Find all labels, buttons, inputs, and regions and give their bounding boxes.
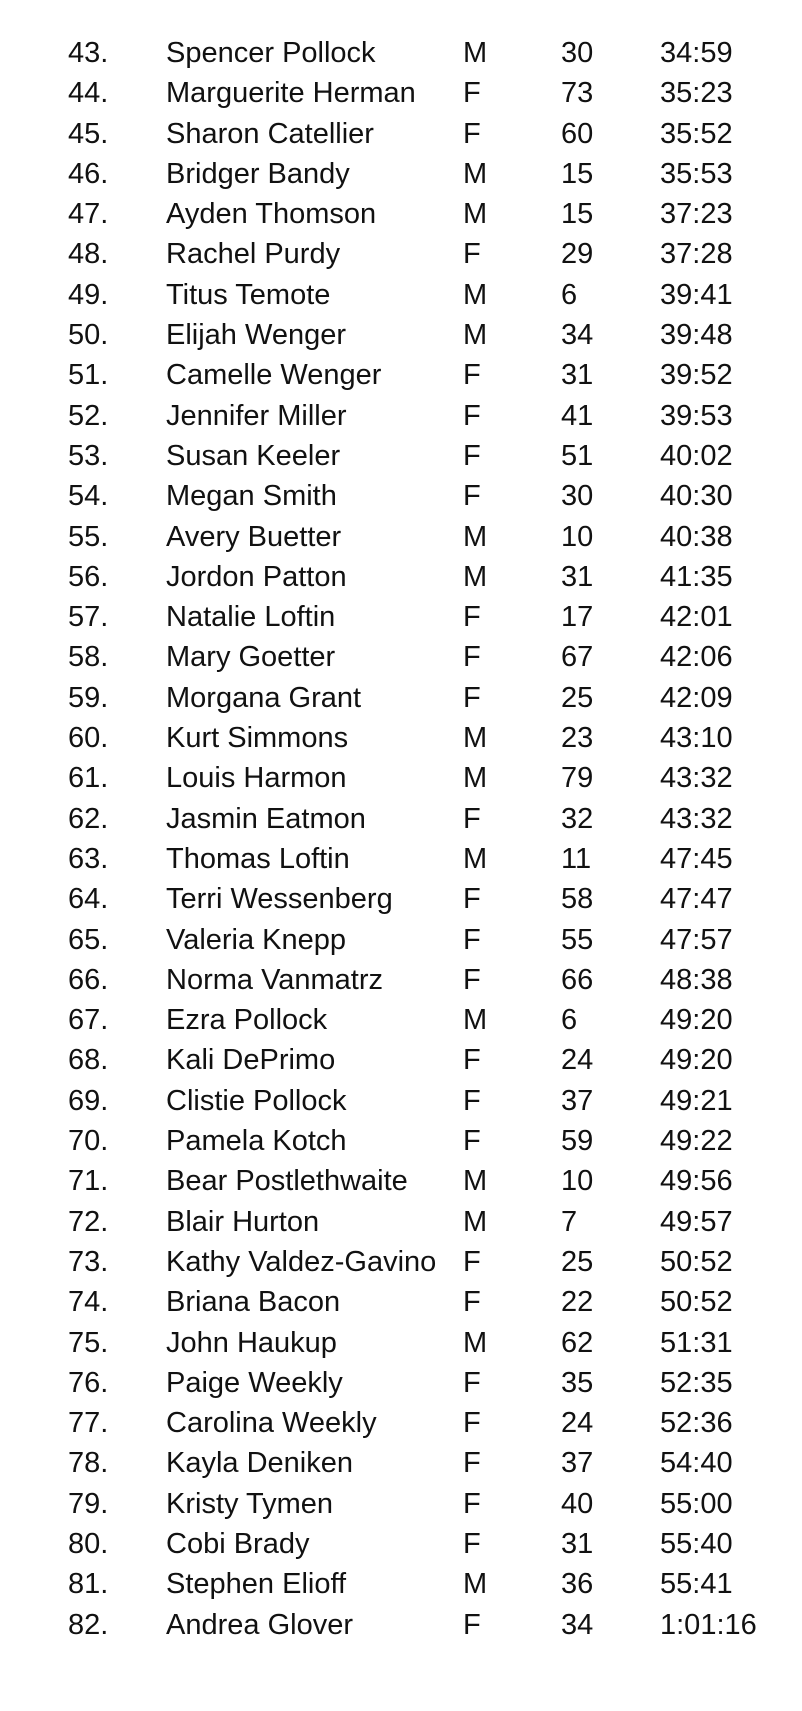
finish-time: 39:53 (660, 399, 733, 432)
finish-time: 47:47 (660, 883, 733, 916)
runner-age: 30 (561, 480, 594, 513)
place-number: 67. (68, 1004, 109, 1037)
place-number: 76. (68, 1366, 109, 1399)
runner-name: Stephen Elioff (166, 1568, 347, 1601)
runner-name: Mary Goetter (166, 641, 336, 674)
place-number: 53. (68, 439, 109, 472)
runner-age: 66 (561, 963, 594, 996)
runner-age: 35 (561, 1366, 594, 1399)
runner-age: 60 (561, 117, 594, 150)
runner-name: Kali DePrimo (166, 1044, 336, 1077)
place-number: 54. (68, 480, 109, 513)
runner-sex: M (463, 560, 488, 593)
runner-name: Blair Hurton (166, 1205, 320, 1238)
runner-sex: F (463, 1286, 481, 1319)
runner-name: Natalie Loftin (166, 601, 336, 634)
place-number: 45. (68, 117, 109, 150)
finish-time: 42:01 (660, 601, 733, 634)
runner-name: Avery Buetter (166, 520, 342, 553)
result-row (0, 1443, 802, 1483)
place-number: 81. (68, 1568, 109, 1601)
place-number: 65. (68, 923, 109, 956)
place-number: 66. (68, 963, 109, 996)
runner-age: 6 (561, 278, 578, 311)
result-row (0, 1484, 802, 1524)
runner-name: Andrea Glover (166, 1608, 353, 1641)
runner-age: 41 (561, 399, 594, 432)
runner-sex: F (463, 1125, 481, 1158)
runner-age: 73 (561, 77, 594, 110)
runner-sex: M (463, 157, 488, 190)
runner-name: Louis Harmon (166, 762, 347, 795)
result-row (0, 476, 802, 516)
place-number: 74. (68, 1286, 109, 1319)
result-row (0, 33, 802, 73)
runner-sex: F (463, 1407, 481, 1440)
finish-time: 52:36 (660, 1407, 733, 1440)
runner-name: Briana Bacon (166, 1286, 341, 1319)
runner-sex: F (463, 802, 481, 835)
runner-name: Valeria Knepp (166, 923, 347, 956)
runner-sex: F (463, 1044, 481, 1077)
runner-age: 34 (561, 1608, 594, 1641)
runner-sex: M (463, 722, 488, 755)
place-number: 77. (68, 1407, 109, 1440)
result-row (0, 234, 802, 274)
result-row (0, 194, 802, 234)
result-row (0, 758, 802, 798)
result-row (0, 355, 802, 395)
finish-time: 50:52 (660, 1245, 733, 1278)
runner-name: Thomas Loftin (166, 842, 350, 875)
runner-sex: F (463, 923, 481, 956)
finish-time: 34:59 (660, 37, 733, 69)
runner-sex: M (463, 1165, 488, 1198)
result-row (0, 396, 802, 436)
runner-age: 25 (561, 681, 594, 714)
runner-age: 67 (561, 641, 594, 674)
runner-sex: F (463, 1487, 481, 1520)
finish-time: 35:23 (660, 77, 733, 110)
place-number: 56. (68, 560, 109, 593)
runner-age: 31 (561, 560, 594, 593)
runner-name: Terri Wessenberg (166, 883, 393, 916)
result-row (0, 1242, 802, 1282)
runner-name: Ayden Thomson (166, 198, 377, 231)
place-number: 59. (68, 681, 109, 714)
runner-sex: M (463, 37, 488, 69)
result-row (0, 1363, 802, 1403)
runner-name: Camelle Wenger (166, 359, 382, 392)
runner-name: Marguerite Herman (166, 77, 416, 110)
runner-age: 36 (561, 1568, 594, 1601)
finish-time: 48:38 (660, 963, 733, 996)
runner-name: Pamela Kotch (166, 1125, 347, 1158)
runner-age: 7 (561, 1205, 578, 1238)
place-number: 79. (68, 1487, 109, 1520)
finish-time: 39:41 (660, 278, 733, 311)
runner-name: Kayla Deniken (166, 1447, 353, 1480)
finish-time: 42:09 (660, 681, 733, 714)
finish-time: 40:38 (660, 520, 733, 553)
runner-sex: M (463, 1568, 488, 1601)
finish-time: 43:32 (660, 762, 733, 795)
place-number: 72. (68, 1205, 109, 1238)
finish-time: 49:57 (660, 1205, 733, 1238)
runner-age: 25 (561, 1245, 594, 1278)
runner-sex: F (463, 1084, 481, 1117)
result-row (0, 1605, 802, 1645)
runner-name: Titus Temote (166, 278, 331, 311)
runner-age: 30 (561, 37, 594, 69)
runner-sex: F (463, 359, 481, 392)
runner-sex: F (463, 601, 481, 634)
result-row (0, 557, 802, 597)
runner-name: John Haukup (166, 1326, 337, 1359)
runner-age: 51 (561, 439, 594, 472)
finish-time: 39:52 (660, 359, 733, 392)
place-number: 58. (68, 641, 109, 674)
runner-sex: M (463, 762, 488, 795)
runner-sex: M (463, 1326, 488, 1359)
place-number: 75. (68, 1326, 109, 1359)
place-number: 49. (68, 278, 109, 311)
runner-sex: F (463, 1245, 481, 1278)
finish-time: 55:40 (660, 1527, 733, 1560)
runner-sex: F (463, 399, 481, 432)
runner-age: 22 (561, 1286, 594, 1319)
runner-sex: F (463, 77, 481, 110)
place-number: 71. (68, 1165, 109, 1198)
place-number: 69. (68, 1084, 109, 1117)
result-row (0, 718, 802, 758)
runner-age: 59 (561, 1125, 594, 1158)
finish-time: 43:10 (660, 722, 733, 755)
finish-time: 47:45 (660, 842, 733, 875)
runner-sex: M (463, 1205, 488, 1238)
result-row (0, 1323, 802, 1363)
place-number: 78. (68, 1447, 109, 1480)
runner-name: Kurt Simmons (166, 722, 349, 755)
result-row (0, 436, 802, 476)
runner-age: 62 (561, 1326, 594, 1359)
runner-age: 17 (561, 601, 594, 634)
result-row (0, 1202, 802, 1242)
runner-name: Bridger Bandy (166, 157, 350, 190)
runner-age: 15 (561, 198, 594, 231)
result-row (0, 1282, 802, 1322)
runner-age: 10 (561, 520, 594, 553)
runner-name: Sharon Catellier (166, 117, 374, 150)
finish-time: 49:21 (660, 1084, 733, 1117)
finish-time: 49:56 (660, 1165, 733, 1198)
runner-name: Kristy Tymen (166, 1487, 334, 1520)
runner-age: 10 (561, 1165, 594, 1198)
result-row (0, 1524, 802, 1564)
runner-sex: M (463, 198, 488, 231)
runner-age: 34 (561, 319, 594, 352)
place-number: 57. (68, 601, 109, 634)
place-number: 50. (68, 319, 109, 352)
results-list (0, 33, 802, 1645)
runner-age: 15 (561, 157, 594, 190)
runner-name: Ezra Pollock (166, 1004, 328, 1037)
runner-sex: F (463, 238, 481, 271)
place-number: 68. (68, 1044, 109, 1077)
runner-sex: F (463, 1527, 481, 1560)
finish-time: 50:52 (660, 1286, 733, 1319)
finish-time: 40:30 (660, 480, 733, 513)
place-number: 82. (68, 1608, 109, 1641)
finish-time: 49:22 (660, 1125, 733, 1158)
runner-name: Jasmin Eatmon (166, 802, 366, 835)
runner-sex: F (463, 480, 481, 513)
runner-name: Carolina Weekly (166, 1407, 377, 1440)
runner-sex: F (463, 1447, 481, 1480)
runner-name: Susan Keeler (166, 439, 341, 472)
finish-time: 49:20 (660, 1044, 733, 1077)
runner-age: 31 (561, 1527, 594, 1560)
result-row (0, 154, 802, 194)
runner-name: Jordon Patton (166, 560, 347, 593)
place-number: 55. (68, 520, 109, 553)
place-number: 60. (68, 722, 109, 755)
runner-name: Elijah Wenger (166, 319, 347, 352)
runner-name: Cobi Brady (166, 1527, 310, 1560)
place-number: 44. (68, 77, 109, 110)
finish-time: 52:35 (660, 1366, 733, 1399)
runner-age: 32 (561, 802, 594, 835)
runner-sex: M (463, 278, 488, 311)
runner-name: Kathy Valdez-Gavino (166, 1245, 437, 1278)
place-number: 48. (68, 238, 109, 271)
finish-time: 35:53 (660, 157, 733, 190)
runner-sex: F (463, 883, 481, 916)
place-number: 46. (68, 157, 109, 190)
runner-age: 58 (561, 883, 594, 916)
runner-name: Jennifer Miller (166, 399, 347, 432)
runner-sex: F (463, 681, 481, 714)
result-row (0, 799, 802, 839)
result-row (0, 839, 802, 879)
runner-age: 23 (561, 722, 594, 755)
result-row (0, 1000, 802, 1040)
result-row (0, 1564, 802, 1604)
finish-time: 42:06 (660, 641, 733, 674)
result-row (0, 1121, 802, 1161)
runner-age: 11 (561, 842, 592, 875)
runner-name: Paige Weekly (166, 1366, 343, 1399)
runner-age: 37 (561, 1084, 594, 1117)
runner-name: Bear Postlethwaite (166, 1165, 408, 1198)
runner-age: 31 (561, 359, 594, 392)
place-number: 80. (68, 1527, 109, 1560)
runner-age: 79 (561, 762, 594, 795)
place-number: 51. (68, 359, 109, 392)
result-row (0, 597, 802, 637)
result-row (0, 920, 802, 960)
finish-time: 55:41 (660, 1568, 733, 1601)
runner-sex: F (463, 641, 481, 674)
place-number: 62. (68, 802, 109, 835)
result-row (0, 1040, 802, 1080)
finish-time: 41:35 (660, 560, 733, 593)
runner-age: 6 (561, 1004, 578, 1037)
result-row (0, 517, 802, 557)
finish-time: 1:01:16 (660, 1608, 757, 1641)
runner-age: 37 (561, 1447, 594, 1480)
finish-time: 39:48 (660, 319, 733, 352)
finish-time: 40:02 (660, 439, 733, 472)
runner-age: 40 (561, 1487, 594, 1520)
finish-time: 49:20 (660, 1004, 733, 1037)
runner-age: 24 (561, 1407, 594, 1440)
runner-sex: M (463, 319, 488, 352)
result-row (0, 1081, 802, 1121)
result-row (0, 1403, 802, 1443)
runner-name: Rachel Purdy (166, 238, 341, 271)
result-row (0, 678, 802, 718)
runner-sex: M (463, 842, 488, 875)
result-row (0, 1161, 802, 1201)
finish-time: 37:23 (660, 198, 733, 231)
finish-time: 54:40 (660, 1447, 733, 1480)
runner-sex: F (463, 117, 481, 150)
runner-name: Clistie Pollock (166, 1084, 347, 1117)
finish-time: 35:52 (660, 117, 733, 150)
runner-sex: M (463, 1004, 488, 1037)
result-row (0, 315, 802, 355)
runner-age: 29 (561, 238, 594, 271)
runner-sex: F (463, 1366, 481, 1399)
runner-sex: M (463, 520, 488, 553)
result-row (0, 960, 802, 1000)
result-row (0, 73, 802, 113)
place-number: 47. (68, 198, 109, 231)
result-row (0, 637, 802, 677)
result-row (0, 275, 802, 315)
result-row (0, 114, 802, 154)
runner-sex: F (463, 1608, 481, 1641)
place-number: 70. (68, 1125, 109, 1158)
place-number: 64. (68, 883, 109, 916)
runner-sex: F (463, 439, 481, 472)
runner-age: 24 (561, 1044, 594, 1077)
runner-age: 55 (561, 923, 594, 956)
place-number: 43. (68, 37, 109, 69)
finish-time: 47:57 (660, 923, 733, 956)
runner-name: Spencer Pollock (166, 37, 376, 69)
finish-time: 43:32 (660, 802, 733, 835)
finish-time: 37:28 (660, 238, 733, 271)
place-number: 73. (68, 1245, 109, 1278)
place-number: 52. (68, 399, 109, 432)
runner-name: Morgana Grant (166, 681, 362, 714)
runner-name: Megan Smith (166, 480, 337, 513)
runner-sex: F (463, 963, 481, 996)
runner-name: Norma Vanmatrz (166, 963, 384, 996)
place-number: 61. (68, 762, 109, 795)
finish-time: 51:31 (660, 1326, 733, 1359)
result-row (0, 879, 802, 919)
place-number: 63. (68, 842, 109, 875)
finish-time: 55:00 (660, 1487, 733, 1520)
